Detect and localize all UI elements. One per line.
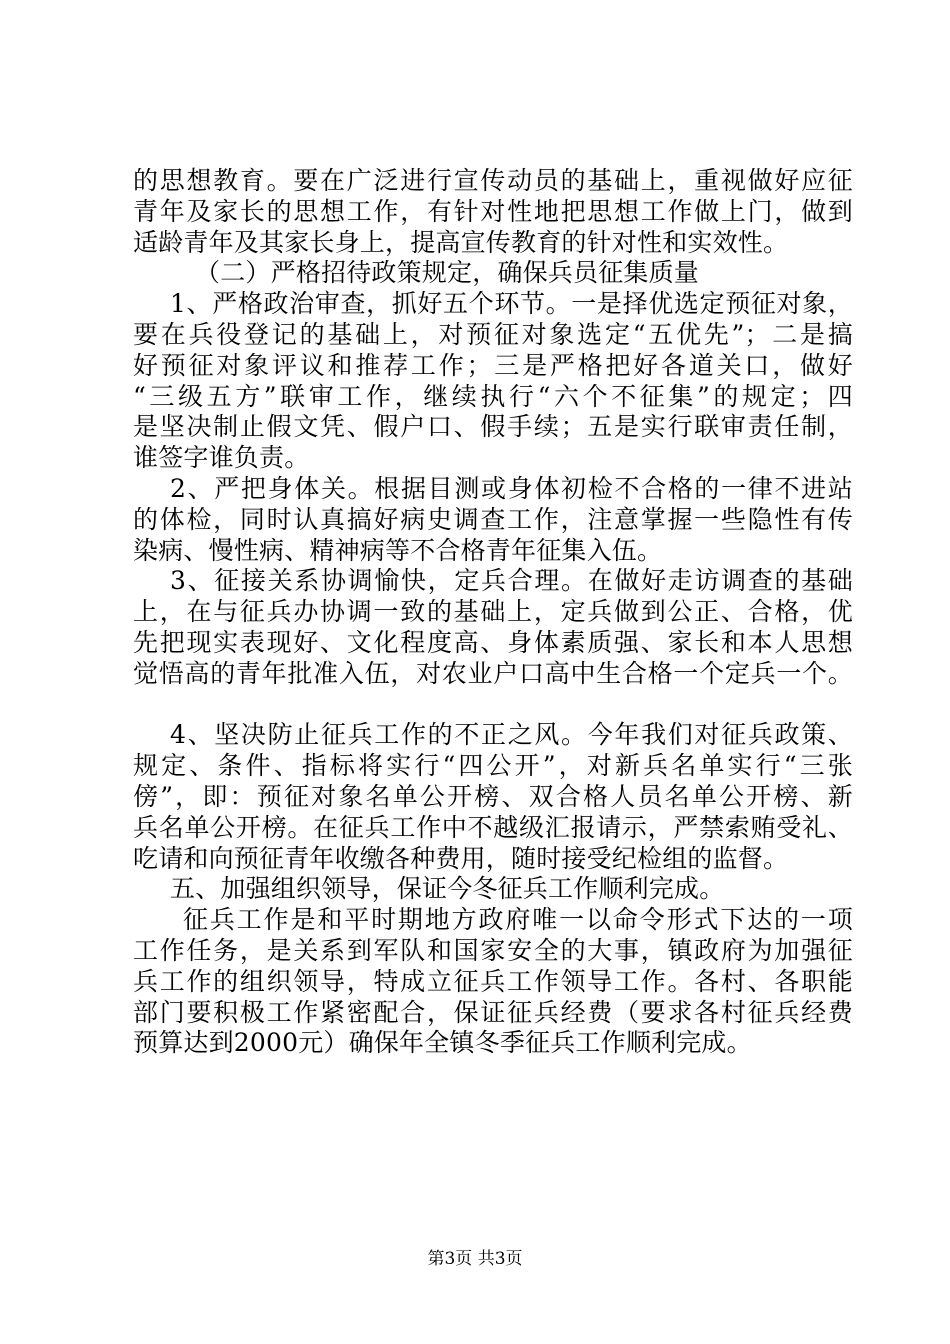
text-line: 兵名单公开榜。在征兵工作中不越级汇报请示，严禁索贿受礼、 [133,812,853,842]
text-line: 3、征接关系协调愉快，定兵合理。在做好走访调查的基础 [170,566,853,596]
text-line: 要在兵役登记的基础上，对预征对象选定“五优先”；二是搞 [133,319,853,349]
text-line: 工作任务，是关系到军队和国家安全的大事，镇政府为加强征 [133,935,853,965]
text-line: 部门要积极工作紧密配合，保证征兵经费（要求各村征兵经费 [133,997,853,1027]
text-line: 预算达到2000元）确保年全镇冬季征兵工作顺利完成。 [133,1028,752,1058]
text-line: 2、严把身体关。根据目测或身体初检不合格的一律不进站 [170,473,853,503]
paragraph-gap [133,690,853,721]
text-line: 1、严格政治审查，抓好五个环节。一是择优选定预征对象， [170,289,853,319]
text-line: 的体检，同时认真搞好病史调查工作，注意掌握一些隐性有传 [133,504,853,534]
text-line: 好预征对象评议和推荐工作；三是严格把好各道关口，做好 [133,350,853,380]
text-line: 傍”，即：预征对象名单公开榜、双合格人员名单公开榜、新 [133,781,853,811]
section-heading: （二）严格招待政策规定，确保兵员征集质量 [195,258,700,288]
text-line: 青年及家长的思想工作，有针对性地把思想工作做上门，做到 [133,196,853,226]
text-line: 4、坚决防止征兵工作的不正之风。今年我们对征兵政策、 [170,720,853,750]
text-line: 先把现实表现好、文化程度高、身体素质强、家长和本人思想 [133,627,853,657]
text-line: 是坚决制止假文凭、假户口、假手续；五是实行联审责任制， [133,412,853,442]
document-body [133,166,853,1059]
text-line: 的思想教育。要在广泛进行宣传动员的基础上，重视做好应征 [133,166,853,195]
page-number-footer: 第3页 共3页 [427,1249,523,1269]
text-line: 适龄青年及其家长身上，提高宣传教育的针对性和实效性。 [133,227,789,257]
text-line: 兵工作的组织领导，特成立征兵工作领导工作。各村、各职能 [133,966,853,996]
text-line: “三级五方”联审工作，继续执行“六个不征集”的规定；四 [133,381,853,411]
section-heading: 五、加强组织领导，保证今冬征兵工作顺利完成。 [170,874,725,904]
text-line: 上，在与征兵办协调一致的基础上，定兵做到公正、合格，优 [133,597,853,627]
text-line: 觉悟高的青年批准入伍，对农业户口高中生合格一个定兵一个。 [133,658,853,688]
text-line: 谁签字谁负责。 [133,443,310,473]
text-line: 规定、条件、指标将实行“四公开”，对新兵名单实行“三张 [133,751,853,781]
text-line: 吃请和向预征青年收缴各种费用，随时接受纪检组的监督。 [133,843,789,873]
text-line: 染病、慢性病、精神病等不合格青年征集入伍。 [133,535,663,565]
text-line: 征兵工作是和平时期地方政府唯一以命令形式下达的一项 [183,905,853,935]
